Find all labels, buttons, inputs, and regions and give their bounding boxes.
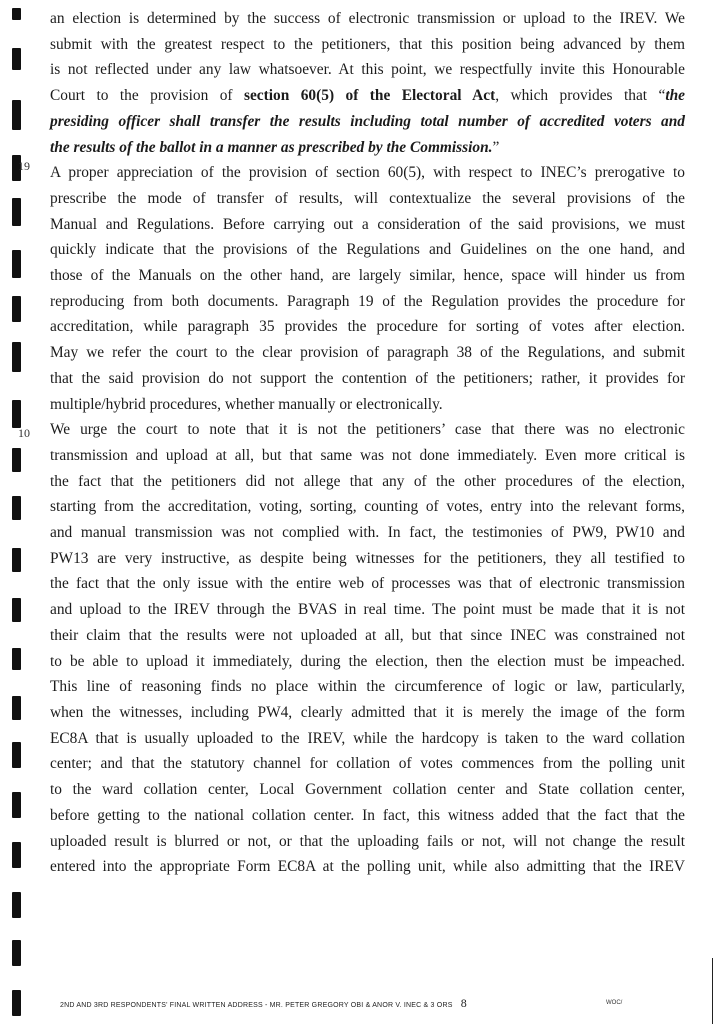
text-run: ” (492, 138, 500, 156)
text-line: multiple/hybrid procedures, whether manually or electronically. (50, 395, 443, 413)
binding-hole (12, 100, 21, 130)
text-line (50, 83, 685, 109)
text-line: submit with the greatest respect to the petitioners, that this position being advanced by them (50, 35, 685, 53)
text-line: Manual and Regulations. Before carrying out a consideration of the said provisions, we must (50, 215, 685, 233)
paragraph-number: 10 (18, 426, 30, 441)
text-line: EC8A that is usually uploaded to the IREV, while the hardcopy is taken to the ward collation (50, 729, 685, 747)
text-line: entered into the appropriate Form EC8A at the polling unit, while also admitting that the IREV (50, 858, 685, 876)
binding-hole (12, 696, 21, 720)
page-edge-mark (712, 958, 713, 1024)
paragraph-number: 19 (18, 159, 30, 174)
text-line: starting from the accreditation, voting, sorting, counting of votes, entry into the relevant forms, (50, 498, 685, 516)
footer-title: 2ND AND 3RD RESPONDENTS' FINAL WRITTEN ADDRESS - MR. PETER GREGORY OBI & ANOR V. INEC & 3 ORS (60, 1002, 453, 1009)
text-line: that the said provision do not support the contention of the petitioners; rather, it provides for (50, 369, 685, 387)
paragraph-19 (18, 159, 685, 417)
text-line: and upload to the IREV through the BVAS in real time. The point must be made that it is not (50, 601, 685, 619)
text-line: quickly indicate that the provisions of the Regulations and Guidelines on the one hand, and (50, 241, 685, 259)
binding-hole (12, 296, 21, 322)
text-line: center; and that the statutory channel for collation of votes commences from the polling unit (50, 755, 685, 773)
binding-hole (12, 598, 21, 622)
footer-initials: WOC/ (606, 1000, 623, 1006)
text-line: uploaded result is blurred or not, or that the uploading fails or not, will not change the result (50, 832, 685, 850)
text-line: the fact that the only issue with the entire web of processes was that of electronic transmission (50, 575, 685, 593)
text-line: PW13 are very instructive, as despite being witnesses for the petitioners, they all testified to (50, 549, 685, 567)
text-line: This line of reasoning finds no place within the circumference of logic or law, particularly, (50, 678, 685, 696)
binding-hole (12, 548, 21, 572)
statute-reference: section 60(5) of the Electoral Act (243, 87, 496, 105)
text-line: accreditation, while paragraph 35 provides the procedure for sorting of votes after election. (50, 318, 685, 336)
text-run: , which provides that “ (495, 87, 666, 105)
text-line: to the ward collation center, Local Government collation center and State collation center, (50, 781, 685, 799)
binding-hole (12, 990, 21, 1016)
binding-hole (12, 892, 21, 918)
text-line: before getting to the national collation center. In fact, this witness added that the fact that the (50, 806, 685, 824)
text-line: We urge the court to note that it is not the petitioners’ case that there was no electronic (50, 421, 685, 439)
text-line: May we refer the court to the clear provision of paragraph 38 of the Regulations, and submit (50, 344, 685, 362)
quotation-text: the results of the ballot in a manner as prescribed by the Commission. (50, 138, 493, 156)
page-footer (60, 996, 660, 1011)
text-line: reproducing from both documents. Paragraph 19 of the Regulation provides the procedure for (50, 292, 685, 310)
text-line (50, 109, 685, 135)
binding-hole (12, 198, 21, 226)
binding-hole (12, 8, 21, 20)
binding-hole (12, 742, 21, 768)
binding-hole (12, 48, 21, 70)
text-line: an election is determined by the success of electronic transmission or upload to the IREV. We (50, 10, 685, 27)
text-line: when the witnesses, including PW4, clearly admitted that it is merely the image of the form (50, 703, 685, 721)
text-line (50, 135, 685, 161)
text-line: their claim that the results were not uploaded at all, but that since INEC was constrained not (50, 626, 685, 644)
binding-hole (12, 342, 21, 372)
binding-hole (12, 250, 21, 278)
paragraph-10 (18, 417, 685, 880)
text-line: those of the Manuals on the other hand, are largely similar, hence, space will hinder us from (50, 267, 685, 285)
quotation-text: presiding officer shall transfer the results including total number of accredited voters and (50, 112, 685, 130)
text-line: prescribe the mode of transfer of results, will contextualize the several provisions of the (50, 189, 685, 207)
page-number: 8 (460, 996, 467, 1010)
binding-hole (12, 940, 21, 966)
binding-hole (12, 792, 21, 818)
text-line: A proper appreciation of the provision of section 60(5), with respect to INEC’s prerogative to (50, 164, 685, 182)
binding-hole (12, 842, 21, 868)
text-line: and manual transmission was not complied with. In fact, the testimonies of PW9, PW10 and (50, 524, 685, 542)
text-run: Court to the provision of (50, 87, 233, 105)
paragraph-continued (50, 6, 685, 160)
quotation-text: the (665, 87, 685, 105)
binding-hole (12, 448, 21, 472)
binding-hole (12, 496, 21, 520)
text-line: transmission and upload at all, but that same was not done immediately. Even more critical is (50, 446, 685, 464)
text-line: is not reflected under any law whatsoever. At this point, we respectfully invite this Honourable (50, 61, 685, 79)
text-line: to be able to upload it immediately, during the election, then the election must be impeached. (50, 652, 685, 670)
text-line: the fact that the petitioners did not allege that any of the other procedures of the election, (50, 472, 685, 490)
binding-hole (12, 648, 21, 670)
body-text (18, 6, 685, 880)
